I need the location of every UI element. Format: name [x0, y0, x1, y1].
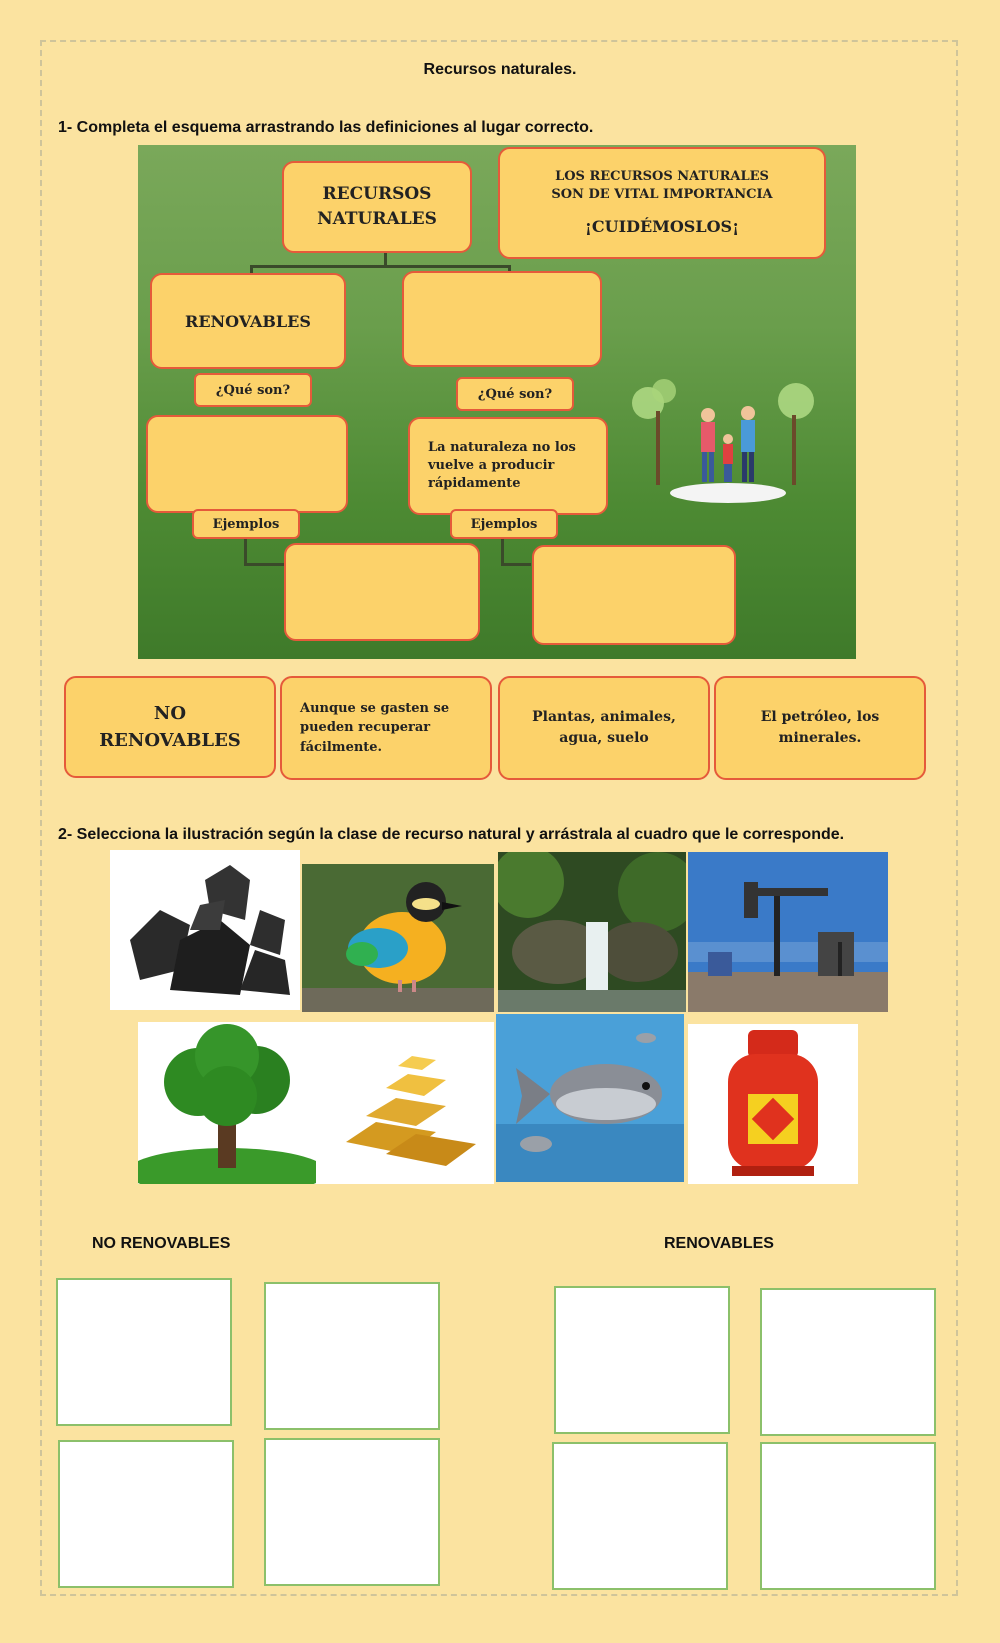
oil-pump-image[interactable]: [688, 852, 888, 1012]
note-line-2: SON DE VITAL IMPORTANCIA: [551, 186, 773, 202]
bird-image[interactable]: [302, 864, 494, 1012]
drop-zone-renovables-4[interactable]: [760, 1442, 936, 1590]
family-illustration: [628, 365, 828, 515]
drop-target-examples-right[interactable]: [532, 545, 736, 645]
drop-zone-renovables-1[interactable]: [554, 1286, 730, 1434]
connector: [501, 563, 531, 566]
drop-target-definition[interactable]: [146, 415, 348, 513]
option-no-renovables[interactable]: NO RENOVABLES: [64, 676, 276, 778]
note-box: [498, 147, 826, 259]
fish-image[interactable]: [496, 1014, 684, 1182]
ejemplos-label-left: Ejemplos: [192, 509, 300, 539]
drop-zone-no-renovables-3[interactable]: [58, 1440, 234, 1588]
option-definition-renovables[interactable]: Aunque se gasten se pueden recuperar fácilmente.: [280, 676, 492, 780]
connector: [250, 265, 510, 268]
drop-zone-no-renovables-4[interactable]: [264, 1438, 440, 1586]
drop-zone-no-renovables-1[interactable]: [56, 1278, 232, 1426]
renovables-column-label: RENOVABLES: [664, 1235, 774, 1252]
concept-scheme: [138, 145, 856, 659]
connector: [244, 563, 284, 566]
option-examples-renovables[interactable]: Plantas, animales, agua, suelo: [498, 676, 710, 780]
que-son-label-left: ¿Qué son?: [194, 373, 312, 407]
no-renovables-column-label: NO RENOVABLES: [92, 1235, 231, 1252]
waterfall-image[interactable]: [498, 852, 686, 1012]
ejemplos-label-right: Ejemplos: [450, 509, 558, 539]
gold-bars-image[interactable]: [316, 1022, 494, 1184]
no-renovables-definition-box: La naturaleza no los vuelve a producir rápidamente: [408, 417, 608, 515]
drop-zone-renovables-3[interactable]: [552, 1442, 728, 1590]
drop-target-category[interactable]: [402, 271, 602, 367]
note-line-1: LOS RECURSOS NATURALES: [555, 168, 769, 184]
note-line-3: ¡CUIDÉMOSLOS¡: [584, 216, 740, 236]
drop-zone-no-renovables-2[interactable]: [264, 1282, 440, 1430]
drop-target-examples-left[interactable]: [284, 543, 480, 641]
gas-cylinder-image[interactable]: [688, 1024, 858, 1184]
coal-image[interactable]: [110, 850, 300, 1010]
que-son-label-right: ¿Qué son?: [456, 377, 574, 411]
instruction-2: 2- Selecciona la ilustración según la clase de recurso natural y arrástrala al cuadro que le corresponde.: [58, 826, 845, 843]
drop-zone-renovables-2[interactable]: [760, 1288, 936, 1436]
instruction-1: 1- Completa el esquema arrastrando las definiciones al lugar correcto.: [58, 119, 594, 136]
page-title: Recursos naturales.: [423, 61, 577, 78]
option-examples-no-renovables[interactable]: El petróleo, los minerales.: [714, 676, 926, 780]
root-box: RECURSOS NATURALES: [282, 161, 472, 253]
renovables-box: RENOVABLES: [150, 273, 346, 369]
tree-image[interactable]: [138, 1022, 316, 1184]
